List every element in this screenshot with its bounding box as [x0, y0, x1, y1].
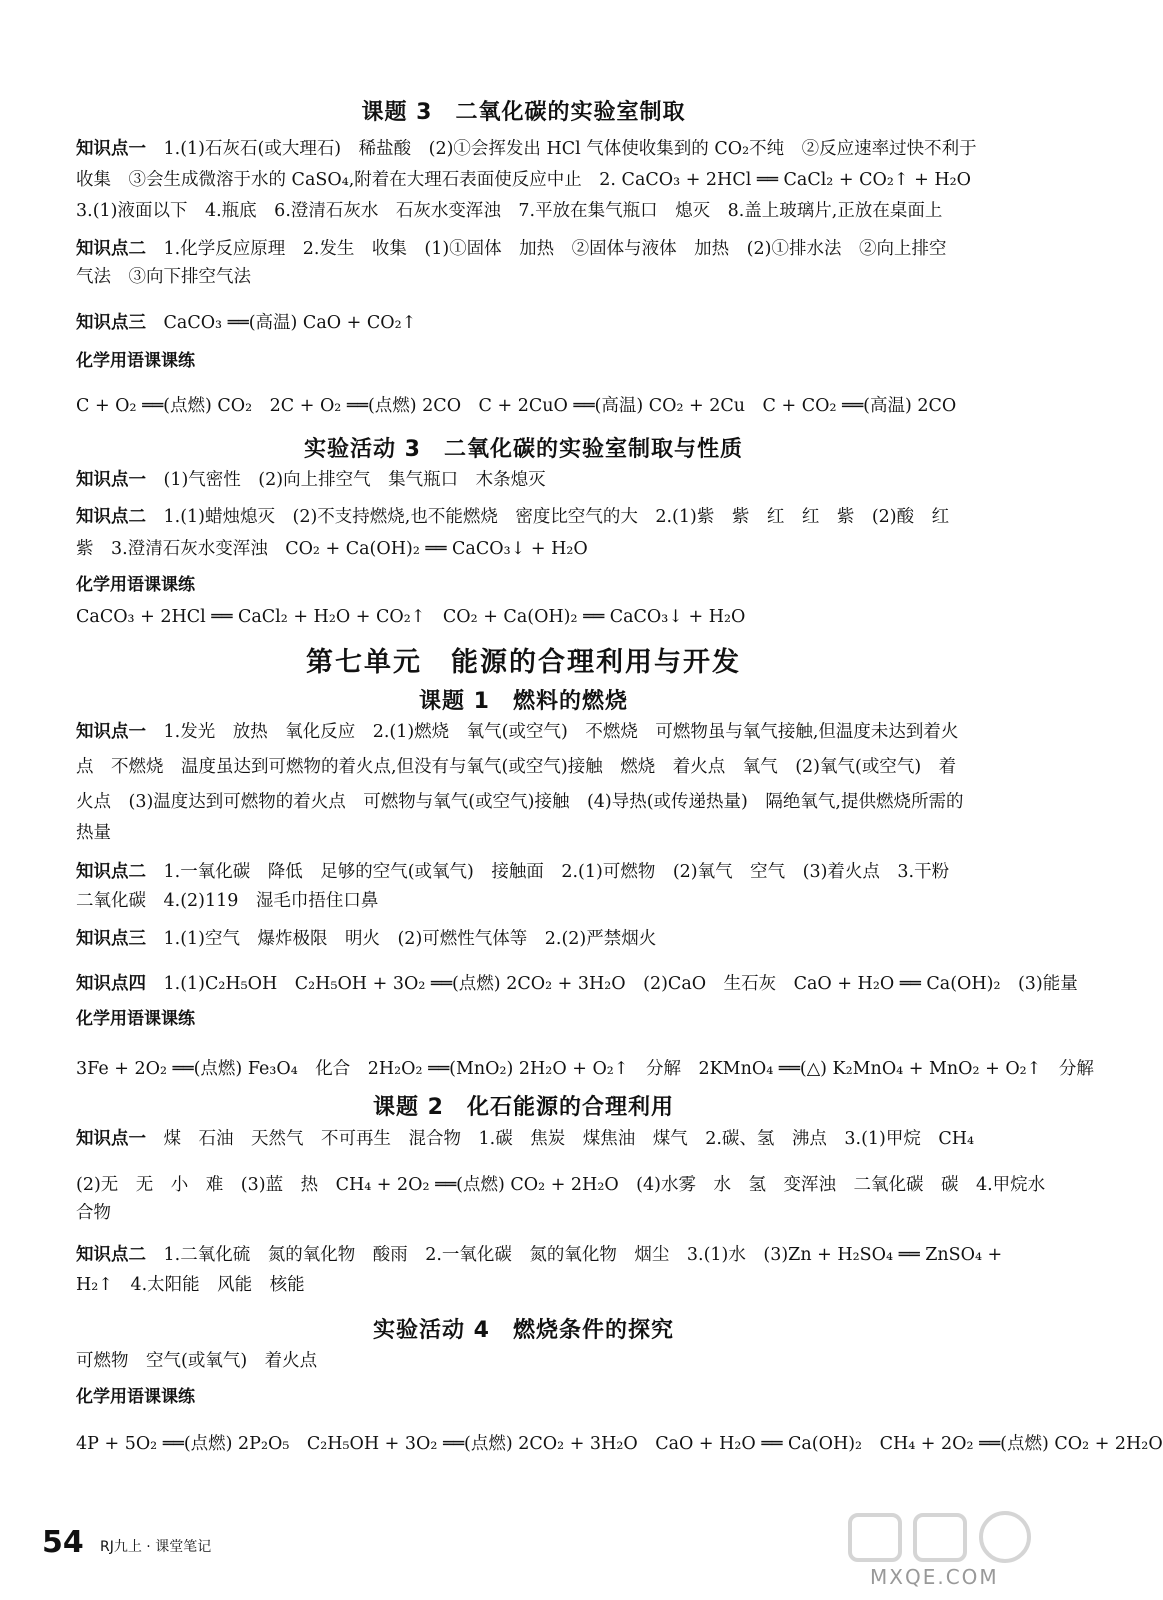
label-k3: 知识点三 [76, 313, 146, 333]
text-line: 收集 ③会生成微溶于水的 CaSO₄,附着在大理石表面使反应中止 2. CaCO₃ + 2HCl ══ CaCl₂ + CO₂↑ + H₂O [76, 170, 971, 190]
text-line: 知识点三 1.(1)空气 爆炸极限 明火 (2)可燃性气体等 2.(2)严禁烟火 [76, 929, 657, 949]
text-line: (2)无 无 小 难 (3)蓝 热 CH₄ + 2O₂ ══(点燃) CO₂ + 2H₂O (4)水雾 水 氢 变浑浊 二氧化碳 碳 4.甲烷水 [76, 1175, 1046, 1195]
text-line: 知识点一 煤 石油 天然气 不可再生 混合物 1.碳 焦炭 煤焦油 煤气 2.碳、氢 沸点 3.(1)甲烷 CH₄ [76, 1129, 975, 1149]
text-line: 知识点三 CaCO₃ ══(高温) CaO + CO₂↑ [76, 313, 417, 333]
text-line: 知识点一 1.发光 放热 氧化反应 2.(1)燃烧 氧气(或空气) 不燃烧 可燃物虽与氧气接触,但温度未达到着火 [76, 722, 959, 742]
text-line: 热量 [76, 823, 111, 843]
text-line: H₂↑ 4.太阳能 风能 核能 [76, 1275, 305, 1295]
label-k1: 知识点一 [76, 139, 146, 159]
label-k1: 知识点一 [76, 1129, 146, 1149]
drill-heading: 化学用语课课练 [76, 575, 195, 595]
text-line: 知识点二 1.二氧化硫 氮的氧化物 酸雨 2.一氧化碳 氮的氧化物 烟尘 3.(1)水 (3)Zn + H₂SO₄ ══ ZnSO₄ + [76, 1245, 1003, 1265]
drill-heading: 化学用语课课练 [76, 351, 195, 371]
equation-line: 4P + 5O₂ ══(点燃) 2P₂O₅ C₂H₅OH + 3O₂ ══(点燃) 2CO₂ + 3H₂O CaO + H₂O ══ Ca(OH)₂ CH₄ + 2O₂ ══(点燃) CO₂ + 2H₂O [76, 1434, 1163, 1454]
text-line: 知识点四 1.(1)C₂H₅OH C₂H₅OH + 3O₂ ══(点燃) 2CO₂ + 3H₂O (2)CaO 生石灰 CaO + H₂O ══ Ca(OH)₂ (3)能量 [76, 974, 1078, 994]
text-line: 火点 (3)温度达到可燃物的着火点 可燃物与氧气(或空气)接触 (4)导热(或传递热量) 隔绝氧气,提供燃烧所需的 [76, 792, 964, 812]
text-line: 知识点二 1.化学反应原理 2.发生 收集 (1)①固体 加热 ②固体与液体 加热 (2)①排水法 ②向上排空 [76, 239, 947, 259]
drill-heading: 化学用语课课练 [76, 1387, 195, 1407]
text-line: 合物 [76, 1203, 111, 1223]
equation-line: 3Fe + 2O₂ ══(点燃) Fe₃O₄ 化合 2H₂O₂ ══(MnO₂) 2H₂O + O₂↑ 分解 2KMnO₄ ══(△) K₂MnO₄ + MnO₂ + O₂↑ 分解 [76, 1059, 1094, 1079]
label-k2: 知识点二 [76, 1245, 146, 1265]
label-k2: 知识点二 [76, 239, 146, 259]
label-k3: 知识点三 [76, 929, 146, 949]
drill-heading: 化学用语课课练 [76, 1009, 195, 1029]
unit-title: 第七单元 能源的合理利用与开发 [306, 647, 741, 678]
section-title: 实验活动 4 燃烧条件的探究 [373, 1318, 674, 1343]
text-line: 二氧化碳 4.(2)119 湿毛巾捂住口鼻 [76, 891, 379, 911]
text-line: 知识点二 1.(1)蜡烛熄灭 (2)不支持燃烧,也不能燃烧 密度比空气的大 2.(1)紫 紫 红 红 紫 (2)酸 红 [76, 507, 950, 527]
text-line: 知识点二 1.一氧化碳 降低 足够的空气(或氧气) 接触面 2.(1)可燃物 (2)氧气 空气 (3)着火点 3.干粉 [76, 862, 950, 882]
text-line: 气法 ③向下排空气法 [76, 267, 251, 287]
text-line: 可燃物 空气(或氧气) 着火点 [76, 1351, 318, 1371]
label-k4: 知识点四 [76, 974, 146, 994]
equation-line: C + O₂ ══(点燃) CO₂ 2C + O₂ ══(点燃) 2CO C + 2CuO ══(高温) CO₂ + 2Cu C + CO₂ ══(高温) 2CO [76, 396, 957, 416]
label-k2: 知识点二 [76, 507, 146, 527]
text-line: 知识点一 1.(1)石灰石(或大理石) 稀盐酸 (2)①会挥发出 HCl 气体使收集到的 CO₂不纯 ②反应速率过快不利于 [76, 139, 977, 159]
footer-text: RJ九上 · 课堂笔记 [100, 1539, 212, 1555]
page-number: 54 [42, 1525, 84, 1560]
section-title: 课题 2 化石能源的合理利用 [373, 1095, 674, 1120]
text-line: 紫 3.澄清石灰水变浑浊 CO₂ + Ca(OH)₂ ══ CaCO₃↓ + H₂O [76, 539, 588, 559]
text-line: 知识点一 (1)气密性 (2)向上排空气 集气瓶口 木条熄灭 [76, 470, 546, 490]
text-line: 点 不燃烧 温度虽达到可燃物的着火点,但没有与氧气(或空气)接触 燃烧 着火点 氧气 (2)氧气(或空气) 着 [76, 757, 957, 777]
text-line: 3.(1)液面以下 4.瓶底 6.澄清石灰水 石灰水变浑浊 7.平放在集气瓶口 熄灭 8.盖上玻璃片,正放在桌面上 [76, 201, 943, 221]
section-title: 课题 1 燃料的燃烧 [419, 689, 628, 714]
label-k1: 知识点一 [76, 722, 146, 742]
equation-line: CaCO₃ + 2HCl ══ CaCl₂ + H₂O + CO₂↑ CO₂ + Ca(OH)₂ ══ CaCO₃↓ + H₂O [76, 607, 746, 627]
label-k2: 知识点二 [76, 862, 146, 882]
label-k1: 知识点一 [76, 470, 146, 490]
section-title: 实验活动 3 二氧化碳的实验室制取与性质 [304, 437, 743, 462]
watermark-text: MXQE.COM [870, 1565, 999, 1589]
section-title: 课题 3 二氧化碳的实验室制取 [361, 100, 686, 125]
